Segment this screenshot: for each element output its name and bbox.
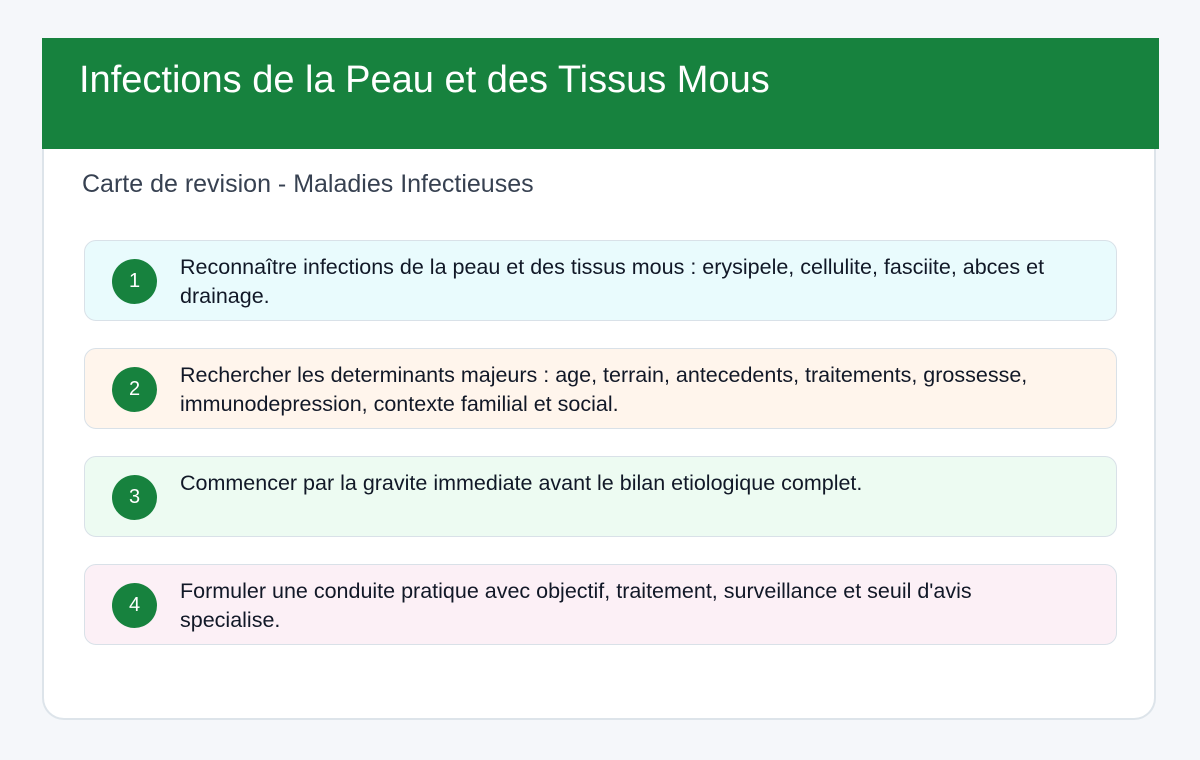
item-text: Commencer par la gravite immediate avant le bilan etiologique complet. — [180, 471, 863, 495]
item-text: Rechercher les determinants majeurs : age, terrain, antecedents, traitements, grossesse, immunodepression, contexte familial et social. — [180, 363, 1028, 416]
list-item — [84, 348, 1117, 429]
page-title: Infections de la Peau et des Tissus Mous — [79, 59, 770, 101]
item-number-badge: 1 — [112, 259, 157, 304]
item-text: Formuler une conduite pratique avec objectif, traitement, surveillance et seuil d'avis specialise. — [180, 579, 972, 632]
card-subtitle: Carte de revision - Maladies Infectieuses — [82, 170, 534, 198]
list-item — [84, 456, 1117, 537]
item-text: Reconnaître infections de la peau et des tissus mous : erysipele, cellulite, fasciite, abces et drainage. — [180, 255, 1045, 308]
item-number-badge: 4 — [112, 583, 157, 628]
objectives-list — [84, 240, 1117, 672]
item-number-badge: 3 — [112, 475, 157, 520]
list-item — [84, 564, 1117, 645]
list-item — [84, 240, 1117, 321]
card-header — [42, 38, 1159, 149]
item-number-badge: 2 — [112, 367, 157, 412]
